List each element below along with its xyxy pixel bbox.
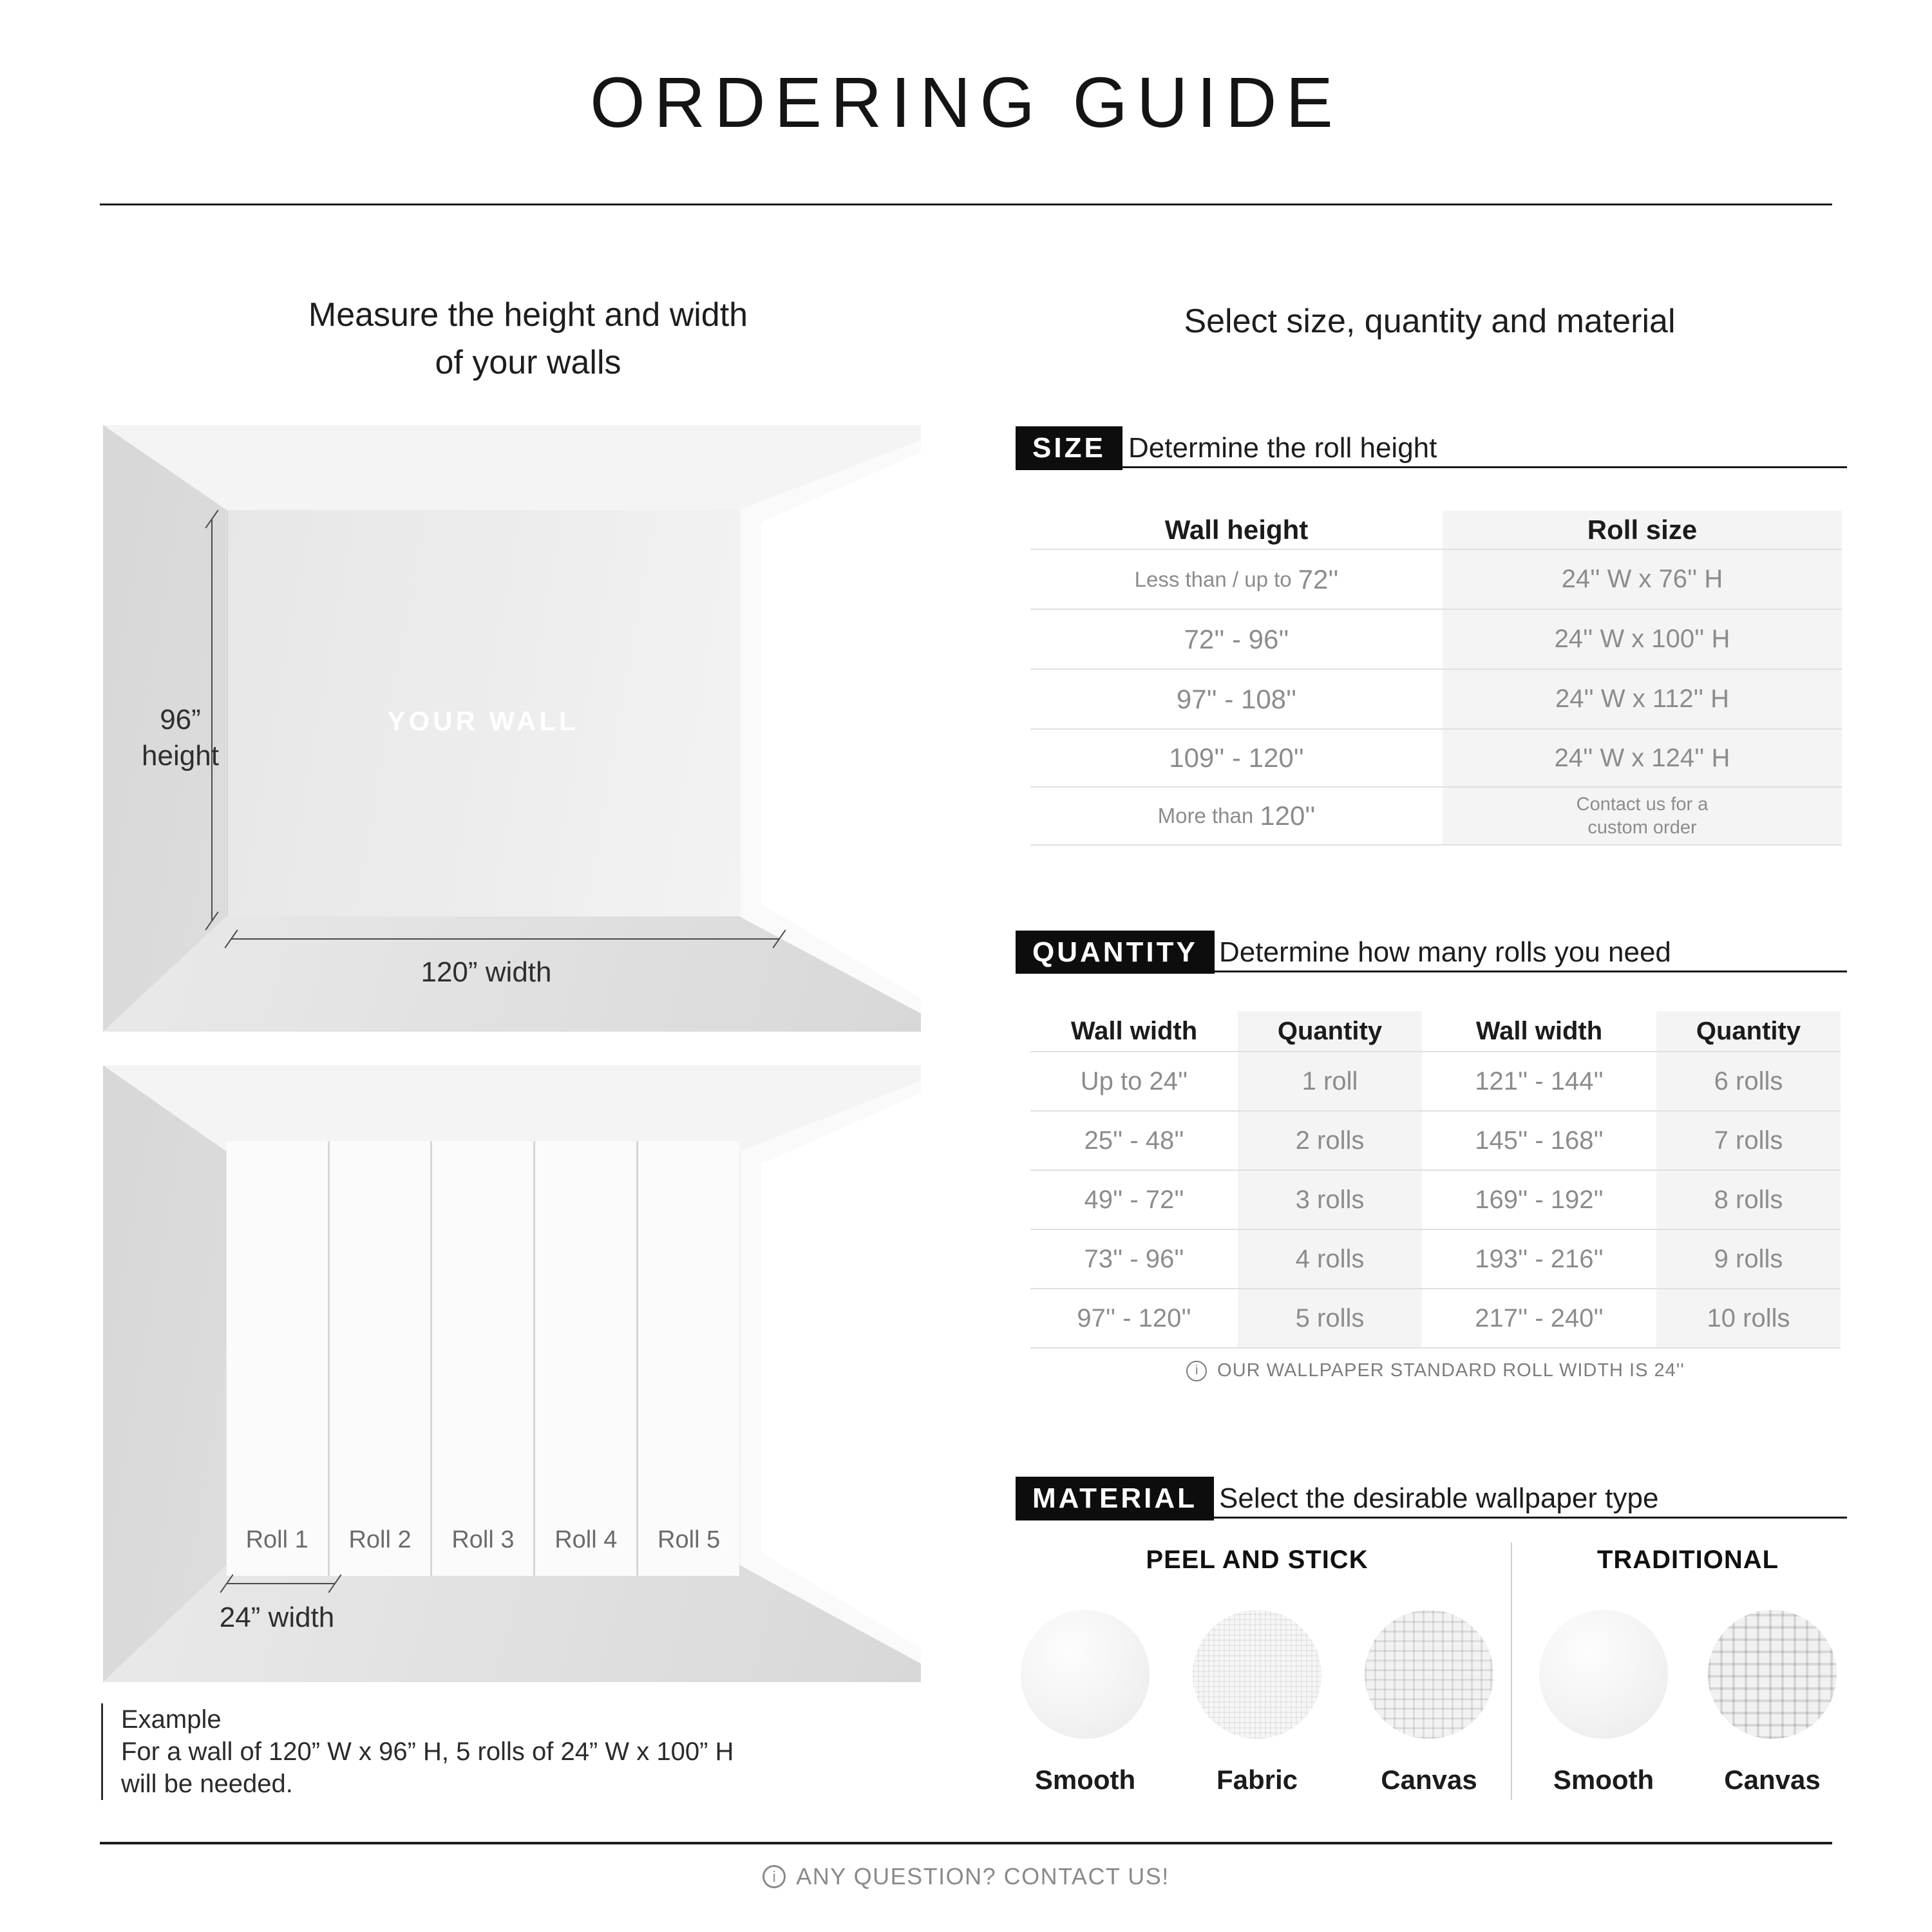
size-subtitle: Determine the roll height bbox=[1128, 432, 1437, 464]
height-dimension-label: 96” height bbox=[142, 704, 219, 772]
note-text: OUR WALLPAPER STANDARD ROLL WIDTH IS 24'' bbox=[1217, 1360, 1685, 1381]
footer-divider bbox=[100, 1842, 1832, 1844]
roll-strip bbox=[638, 1141, 739, 1576]
quantity-table bbox=[1030, 1011, 1841, 1349]
material-group-divider bbox=[1511, 1542, 1512, 1800]
your-wall-label: YOUR WALL bbox=[387, 706, 579, 736]
size-section-underline bbox=[1016, 466, 1847, 468]
footer-text: ANY QUESTION? CONTACT US! bbox=[796, 1863, 1170, 1889]
roll-width-label: 24” width bbox=[219, 1602, 335, 1633]
size-table bbox=[1030, 511, 1842, 846]
size-table-row: 72'' - 96'' 24'' W x 100'' H bbox=[1030, 610, 1842, 670]
size-badge: SIZE bbox=[1016, 426, 1122, 470]
info-icon: i bbox=[762, 1865, 786, 1888]
size-table-row: 109'' - 120'' 24'' W x 124'' H bbox=[1030, 730, 1842, 788]
quantity-table-row: Up to 24'' 1 roll 121'' - 144'' 6 rolls bbox=[1030, 1052, 1841, 1112]
peel-and-stick-labels: Smooth Fabric Canvas bbox=[1034, 1765, 1477, 1795]
room-illustration-your-wall bbox=[103, 425, 921, 1032]
quantity-table-row: 25'' - 48'' 2 rolls 145'' - 168'' 7 rolls bbox=[1030, 1112, 1841, 1171]
roll-label: Roll 4 bbox=[554, 1526, 618, 1554]
roll-label: Roll 3 bbox=[451, 1526, 515, 1554]
example-title: Example bbox=[121, 1705, 222, 1734]
smooth-swatch bbox=[1021, 1610, 1150, 1739]
peel-and-stick-swatches bbox=[1021, 1610, 1493, 1739]
roll-strip bbox=[432, 1141, 535, 1576]
footer bbox=[0, 1863, 1932, 1890]
page-title: ORDERING GUIDE bbox=[590, 63, 1342, 142]
material-subtitle: Select the desirable wallpaper type bbox=[1219, 1482, 1659, 1514]
roll-label: Roll 5 bbox=[658, 1526, 721, 1554]
quantity-table-header-row: Wall width Quantity Wall width Quantity bbox=[1030, 1011, 1841, 1052]
quantity-table-row: 49'' - 72'' 3 rolls 169'' - 192'' 8 rolls bbox=[1030, 1171, 1841, 1230]
quantity-badge: QUANTITY bbox=[1016, 931, 1215, 974]
roll-strip bbox=[227, 1141, 330, 1576]
material-badge: MATERIAL bbox=[1016, 1477, 1214, 1520]
peel-and-stick-title: PEEL AND STICK bbox=[1146, 1546, 1368, 1574]
wall-height-header: Wall height bbox=[1164, 514, 1309, 545]
canvas-swatch bbox=[1708, 1610, 1837, 1739]
size-table-header-row bbox=[1030, 511, 1842, 550]
traditional-group bbox=[1539, 1546, 1837, 1816]
roll-width-note bbox=[1030, 1360, 1841, 1381]
traditional-labels: Smooth Canvas bbox=[1553, 1765, 1821, 1795]
peel-and-stick-group bbox=[1021, 1546, 1493, 1816]
right-column-heading: Select size, quantity and material bbox=[1184, 303, 1676, 340]
roll-label: Roll 2 bbox=[348, 1526, 412, 1554]
room-illustration-rolls bbox=[103, 1065, 921, 1682]
roll-label: Roll 1 bbox=[245, 1526, 308, 1554]
size-table-row: 97'' - 108'' 24'' W x 112'' H bbox=[1030, 670, 1842, 730]
roll-strip bbox=[330, 1141, 433, 1576]
size-table-row: More than 120'' Contact us for a custom order bbox=[1030, 788, 1842, 846]
canvas-swatch bbox=[1365, 1610, 1493, 1739]
left-heading-line1: Measure the height and width bbox=[308, 296, 748, 334]
left-heading-line2: of your walls bbox=[435, 344, 621, 381]
info-icon: i bbox=[1186, 1361, 1207, 1381]
example-line2: will be needed. bbox=[121, 1770, 293, 1798]
width-dimension-label: 120” width bbox=[421, 956, 552, 988]
width-dimension-line bbox=[231, 938, 779, 940]
size-table-row: Less than / up to 72'' 24'' W x 76'' H bbox=[1030, 550, 1842, 610]
title-divider bbox=[100, 204, 1832, 205]
quantity-table-row: 97'' - 120'' 5 rolls 217'' - 240'' 10 rolls bbox=[1030, 1289, 1841, 1349]
roll-strip bbox=[535, 1141, 638, 1576]
traditional-title: TRADITIONAL bbox=[1596, 1546, 1779, 1574]
roll-width-dimension-line bbox=[227, 1583, 335, 1584]
quantity-table-row: 73'' - 96'' 4 rolls 193'' - 216'' 9 rolls bbox=[1030, 1230, 1841, 1289]
fabric-swatch bbox=[1193, 1610, 1321, 1739]
quantity-subtitle: Determine how many rolls you need bbox=[1219, 936, 1671, 968]
example-block bbox=[101, 1703, 734, 1800]
left-column-heading bbox=[109, 291, 947, 386]
roll-size-header: Roll size bbox=[1443, 511, 1842, 549]
smooth-swatch bbox=[1539, 1610, 1668, 1739]
example-line1: For a wall of 120” W x 96” H, 5 rolls of 24” W x 100” H bbox=[121, 1738, 734, 1766]
wallpaper-strips bbox=[227, 1141, 739, 1576]
traditional-swatches bbox=[1539, 1610, 1837, 1739]
